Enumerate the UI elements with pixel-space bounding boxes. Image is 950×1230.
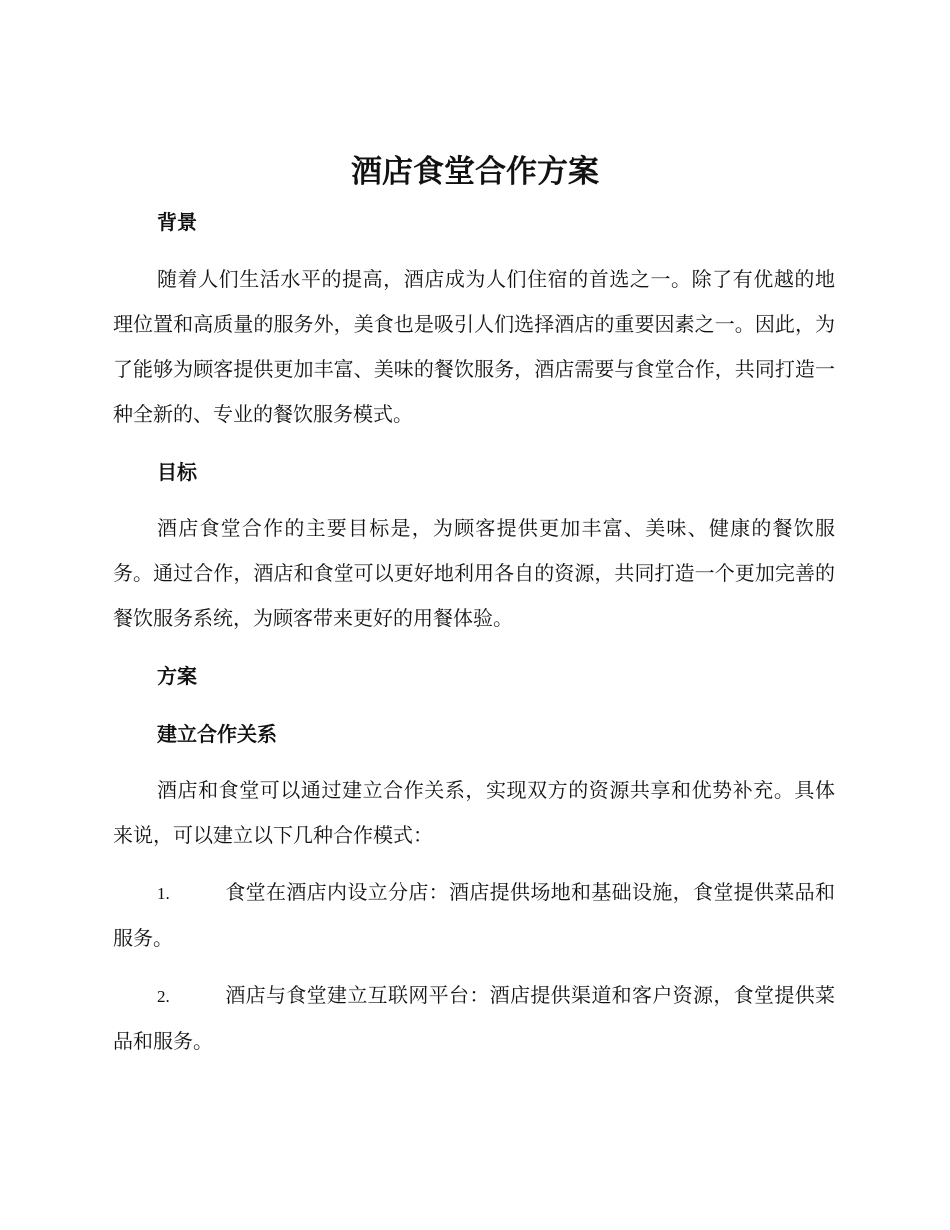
list-item-number: 1. bbox=[157, 884, 170, 903]
section-heading-goal: 目标 bbox=[157, 460, 197, 484]
list-item-text: 酒店与食堂建立互联网平台：酒店提供渠道和客户资源，食堂提供菜品和服务。 bbox=[113, 983, 835, 1053]
list-item bbox=[113, 870, 835, 961]
background-paragraph: 随着人们生活水平的提高，酒店成为人们住宿的首选之一。除了有优越的地理位置和高质量的服务外，美食也是吸引人们选择酒店的重要因素之一。因此，为了能够为顾客提供更加丰富、美味的餐饮服务，酒店需要与食堂合作，共同打造一种全新的、专业的餐饮服务模式。 bbox=[113, 267, 835, 426]
section-heading-background: 背景 bbox=[157, 210, 197, 234]
plan-paragraph: 酒店和食堂可以通过建立合作关系，实现双方的资源共享和优势补充。具体来说，可以建立以下几种合作模式： bbox=[113, 778, 835, 847]
list-item-number: 2. bbox=[157, 987, 170, 1006]
section-heading-plan: 方案 bbox=[157, 664, 197, 688]
list-item-text: 食堂在酒店内设立分店：酒店提供场地和基础设施，食堂提供菜品和服务。 bbox=[113, 880, 835, 950]
list-item bbox=[113, 973, 835, 1064]
subsection-heading-cooperation: 建立合作关系 bbox=[157, 722, 277, 746]
goal-paragraph: 酒店食堂合作的主要目标是，为顾客提供更加丰富、美味、健康的餐饮服务。通过合作，酒店和食堂可以更好地利用各自的资源，共同打造一个更加完善的餐饮服务系统，为顾客带来更好的用餐体验。 bbox=[113, 516, 835, 630]
document-title: 酒店食堂合作方案 bbox=[351, 154, 599, 190]
